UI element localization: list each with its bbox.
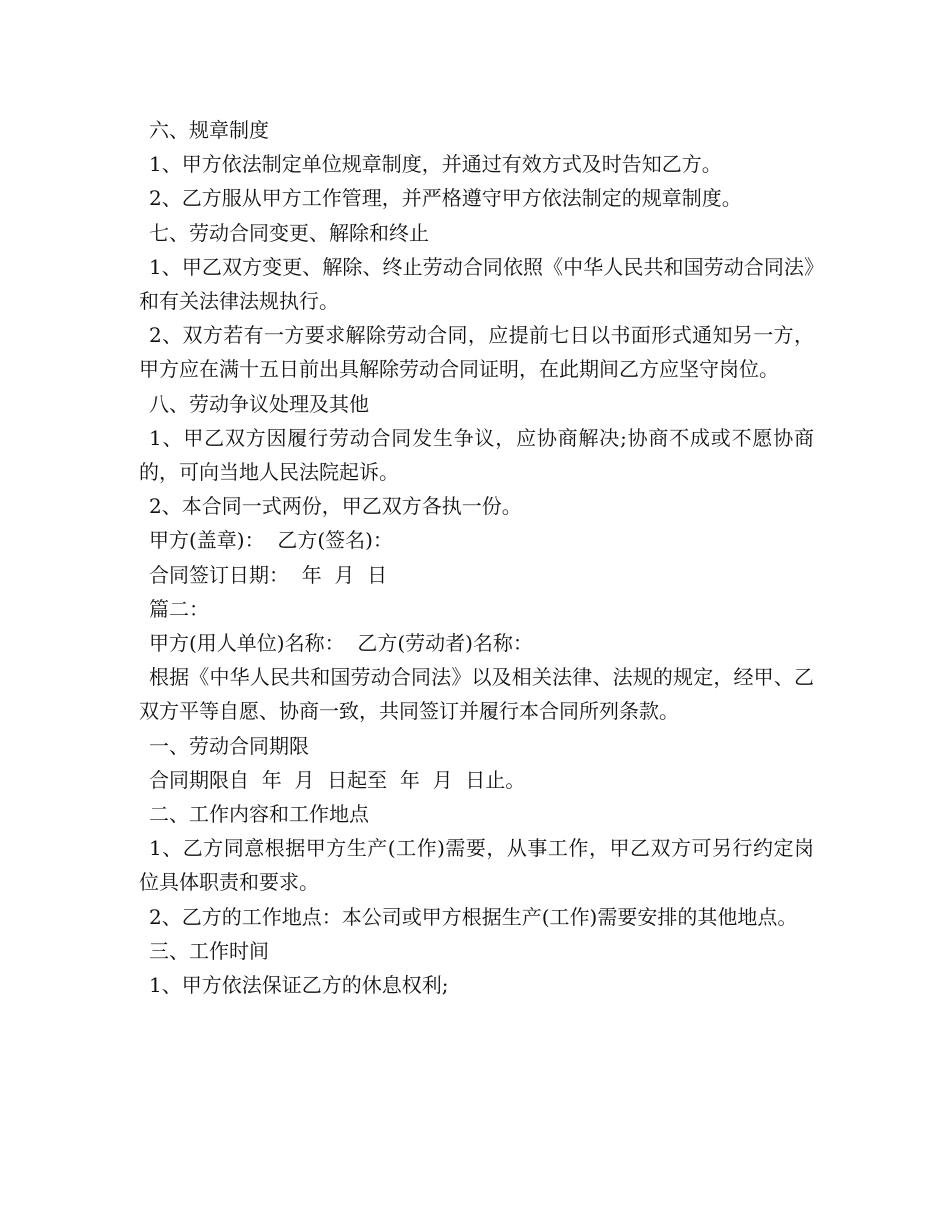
preamble-paragraph: 根据《中华人民共和国劳动合同法》以及相关法律、法规的规定，经甲、乙双方平等自愿、协商一致，共同签订并履行本合同所列条款。 — [139, 665, 814, 724]
part-heading: 篇二： — [149, 596, 209, 621]
clause-paragraph: 1、甲乙双方因履行劳动合同发生争议，应协商解决;协商不成或不愿协商的，可向当地人民法院起诉。 — [139, 425, 814, 485]
clause-paragraph: 1、甲方依法保证乙方的休息权利; — [149, 973, 449, 998]
parties-line: 甲方(用人单位)名称： 乙方(劳动者)名称： — [149, 631, 533, 656]
section-heading: 二、工作内容和工作地点 — [149, 802, 369, 827]
clause-paragraph: 2、本合同一式两份，甲乙双方各执一份。 — [149, 494, 522, 519]
clause-paragraph: 2、乙方的工作地点：本公司或甲方根据生产(工作)需要安排的其他地点。 — [149, 904, 798, 929]
section-heading: 三、工作时间 — [149, 938, 269, 963]
clause-paragraph: 合同期限自 年 月 日起至 年 月 日止。 — [149, 767, 526, 792]
section-heading: 七、劳动合同变更、解除和终止 — [149, 220, 429, 245]
signing-date-line: 合同签订日期： 年 月 日 — [149, 562, 388, 587]
clause-paragraph: 2、乙方服从甲方工作管理，并严格遵守甲方依法制定的规章制度。 — [149, 186, 742, 211]
document-body — [139, 113, 814, 1002]
section-heading: 一、劳动合同期限 — [149, 733, 309, 758]
section-heading: 八、劳动争议处理及其他 — [149, 391, 369, 416]
clause-paragraph: 2、双方若有一方要求解除劳动合同，应提前七日以书面形式通知另一方，甲方应在满十五日前出具解除劳动合同证明，在此期间乙方应坚守岗位。 — [139, 323, 814, 382]
section-heading: 六、规章制度 — [149, 118, 269, 142]
clause-paragraph: 1、甲方依法制定单位规章制度，并通过有效方式及时告知乙方。 — [149, 152, 722, 177]
signature-line: 甲方(盖章)： 乙方(签名)： — [149, 528, 393, 553]
clause-paragraph: 1、乙方同意根据甲方生产(工作)需要，从事工作，甲乙双方可另行约定岗位具体职责和要求。 — [139, 836, 814, 895]
clause-paragraph: 1、甲乙双方变更、解除、终止劳动合同依照《中华人民共和国劳动合同法》和有关法律法规执行。 — [139, 254, 814, 314]
